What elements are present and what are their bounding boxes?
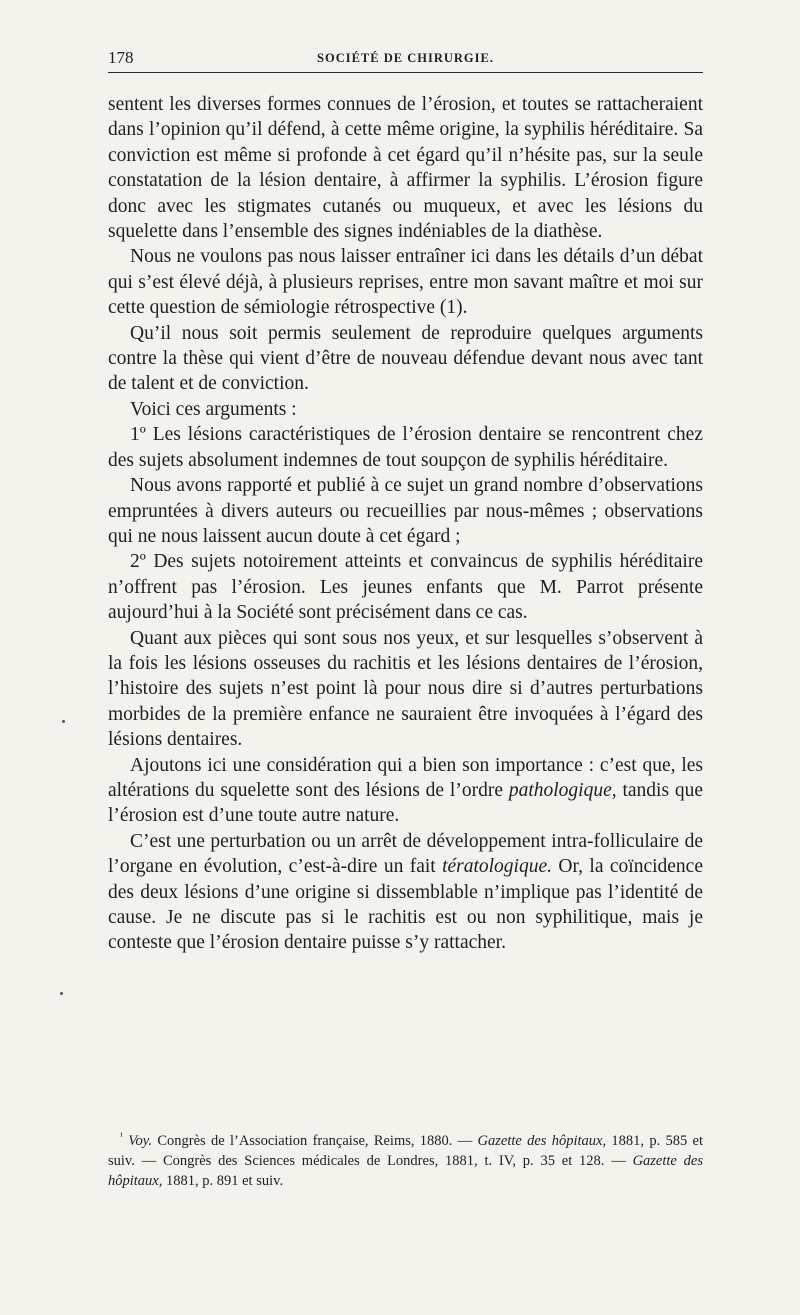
- paragraph-text: tandis que l’érosion est d’une toute autre nature.: [108, 779, 704, 827]
- paragraph-text: C’est une perturbation ou un arrêt de développement intra-folliculaire de l’organe en évolution, c’est-à-dire un fait: [108, 830, 703, 878]
- footnote-mark: ¹: [120, 1131, 123, 1142]
- paragraph: Quant aux pièces qui sont sous nos yeux, et sur lesquelles s’observent à la fois les lésions osseuses du rachitis et les lésions dentaires de l’érosion, l’histoire des sujets n’est point là pour nous dire si d’autres perturbations morbides de la première enfance ne sauraient être invoquées à l’égard des lésions dentaires.: [108, 627, 703, 751]
- footnote: [108, 1127, 703, 1191]
- paragraph: Nous avons rapporté et publié à ce sujet un grand nombre d’observations empruntées à divers auteurs ou recueillies par nous-mêmes ; observations qui ne nous laissent aucun doute à cet égard ;: [108, 475, 703, 547]
- footnote-italic: Gazette des hôpitaux,: [108, 1152, 703, 1189]
- paragraph: Voici ces arguments :: [130, 398, 297, 420]
- paragraph: sentent les diverses formes connues de l’érosion, et toutes se rattacheraient dans l’opinion qu’il défend, à cette même origine, la syphilis héréditaire. Sa conviction est même si profonde à cet égard qu’il n’hésite pas, sur la seule constatation de la lésion dentaire, à affirmer la syphilis. L’érosion figure donc avec les stigmates cutanés ou muqueux, et avec les lésions du squelette dans l’ensemble des signes indéniables de la diathèse.: [108, 94, 703, 243]
- footnote-text: [108, 1127, 703, 1191]
- footnote-segment: 1881, p. 585 et suiv. — Congrès des Sciences médicales de Londres, 1881, t. IV, p. 35 et 128. —: [108, 1132, 704, 1169]
- italic-term: pathologique,: [508, 779, 617, 801]
- paragraph: 2º Des sujets notoirement atteints et convaincus de syphilis héréditaire n’offrent pas l’érosion. Les jeunes enfants que M. Parrot présente aujourd’hui à la Société sont précisément dans ce cas.: [108, 551, 703, 624]
- running-title: SOCIÉTÉ DE CHIRURGIE.: [317, 51, 494, 65]
- paragraph: Nous ne voulons pas nous laisser entraîner ici dans les détails d’un débat qui s’est élevé déjà, à plusieurs reprises, entre mon savant maître et moi sur cette question de sémiologie rétrospective (1).: [108, 246, 703, 319]
- paragraph: 1º Les lésions caractéristiques de l’érosion dentaire se rencontrent chez des sujets absolument indemnes de tout soupçon de syphilis héréditaire.: [108, 424, 703, 471]
- page-header: [108, 48, 703, 73]
- paragraph-text: Or, la coïncidence des deux lésions d’une origine si dissemblable n’implique pas l’identité de cause. Je ne discute pas si le rachitis est ou non syphilitique, mais je conteste que l’érosion dentaire puisse s’y rattacher.: [108, 856, 703, 954]
- footnote-segment: 1881, p. 891 et suiv.: [166, 1172, 284, 1189]
- paragraph: [108, 753, 703, 829]
- body-text: [108, 92, 703, 956]
- italic-term: tératologique.: [442, 856, 553, 878]
- footnote-italic: Gazette des hôpitaux,: [477, 1132, 607, 1149]
- paper-speck: [60, 992, 63, 995]
- footnote-italic: Voy.: [128, 1132, 153, 1149]
- paper-speck: [62, 720, 65, 723]
- page-number: 178: [108, 48, 134, 67]
- paragraph: [108, 829, 703, 956]
- footnote-segment: Congrès de l’Association française, Reims, 1880. —: [157, 1132, 473, 1149]
- paragraph: Qu’il nous soit permis seulement de reproduire quelques arguments contre la thèse qui vient d’être de nouveau défendue devant nous avec tant de talent et de conviction.: [108, 322, 703, 395]
- paragraph-text: Ajoutons ici une considération qui a bien son importance : c’est que, les altérations du squelette sont des lésions de l’ordre: [108, 754, 703, 801]
